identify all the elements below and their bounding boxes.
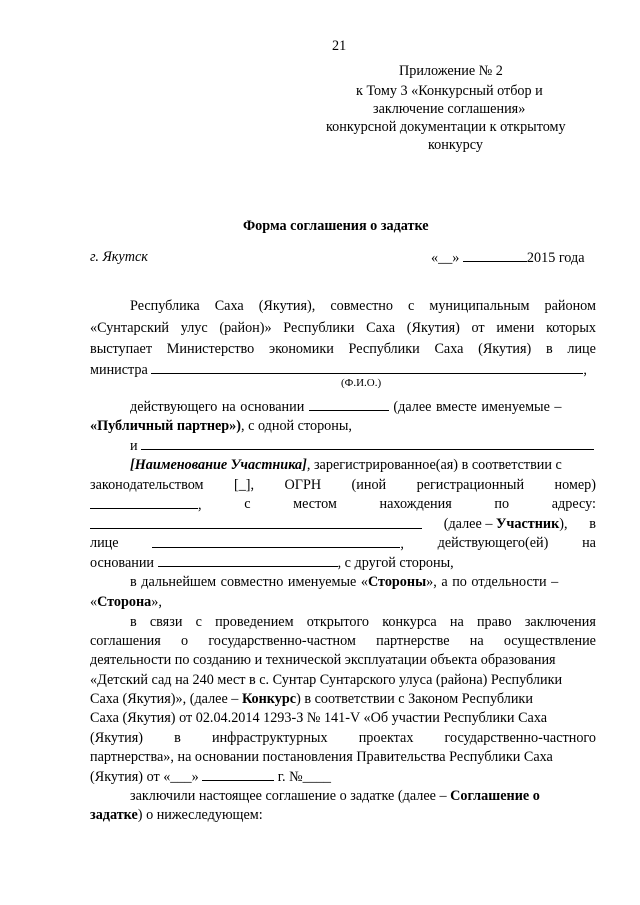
appendix-line-5: конкурсу [428, 137, 483, 153]
date: «__» 2015 года [431, 250, 585, 266]
paragraph-2-line-2: «Публичный партнер»), с одной стороны, [90, 418, 352, 434]
paragraph-3-line-2: законодательством [_], ОГРН (иной регистрационный номер) [90, 477, 596, 493]
paragraph-4-line-1: в дальнейшем совместно именуемые «Стороны», а по отдельности – [130, 574, 559, 590]
fio-caption: (Ф.И.О.) [341, 377, 382, 389]
paragraph-1-line-4: министра , [90, 362, 587, 378]
paragraph-6-line-2: задатке) о нижеследующем: [90, 807, 263, 823]
paragraph-2-line-1: действующего на основании (далее вместе именуемые – [130, 399, 562, 415]
appendix-line-1: Приложение № 2 [399, 63, 503, 79]
paragraph-5-line-5: Саха (Якутия)», (далее – Конкурс) в соответствии с Законом Республики [90, 691, 533, 707]
paragraph-5-line-2: соглашения о государственно-частном партнерстве на осуществление [90, 633, 596, 649]
paragraph-3-line-6: основании , с другой стороны, [90, 555, 454, 571]
paragraph-1-line-1: Республика Саха (Якутия), совместно с муниципальным районом [130, 298, 596, 314]
appendix-line-3: заключение соглашения» [373, 101, 526, 117]
paragraph-3-line-1: [Наименование Участника], зарегистрированное(ая) в соответствии с [130, 457, 562, 473]
paragraph-5-line-1: в связи с проведением открытого конкурса на право заключения [130, 614, 596, 630]
paragraph-6-line-1: заключили настоящее соглашение о задатке (далее – Соглашение о [130, 788, 540, 804]
paragraph-1-line-2: «Сунтарский улус (район)» Республики Саха (Якутия) от имени которых [90, 320, 596, 336]
appendix-line-4: конкурсной документации к открытому [326, 119, 566, 135]
appendix-line-2: к Тому 3 «Конкурсный отбор и [356, 83, 543, 99]
page-number: 21 [332, 38, 347, 54]
paragraph-2-and: и [130, 437, 594, 455]
paragraph-4-line-2: «Сторона», [90, 594, 162, 610]
paragraph-5-line-4: «Детский сад на 240 мест в с. Сунтар Сунтарского улуса (района) Республики [90, 672, 563, 688]
document-title: Форма соглашения о задатке [243, 218, 429, 234]
paragraph-5-line-9: (Якутия) от «___» г. №____ [90, 769, 332, 785]
paragraph-1-line-3: выступает Министерство экономики Республики Саха (Якутия) в лице [90, 341, 596, 357]
paragraph-5-line-6: Саха (Якутия) от 02.04.2014 1293-З № 141-V «Об участии Республики Саха [90, 710, 548, 726]
paragraph-5-line-8: партнерства», на основании постановления Правительства Республики Саха [90, 749, 553, 765]
paragraph-5-line-7: (Якутия) в инфраструктурных проектах государственно-частного [90, 730, 596, 746]
paragraph-3-line-4: (далее – Участник), в [90, 516, 596, 533]
paragraph-5-line-3: деятельности по созданию и технической эксплуатации объекта образования [90, 652, 556, 668]
city: г. Якутск [90, 249, 148, 265]
paragraph-3-line-5: лице , действующего(ей) на [90, 535, 596, 552]
paragraph-3-line-3: , с местом нахождения по адресу: [90, 496, 596, 514]
